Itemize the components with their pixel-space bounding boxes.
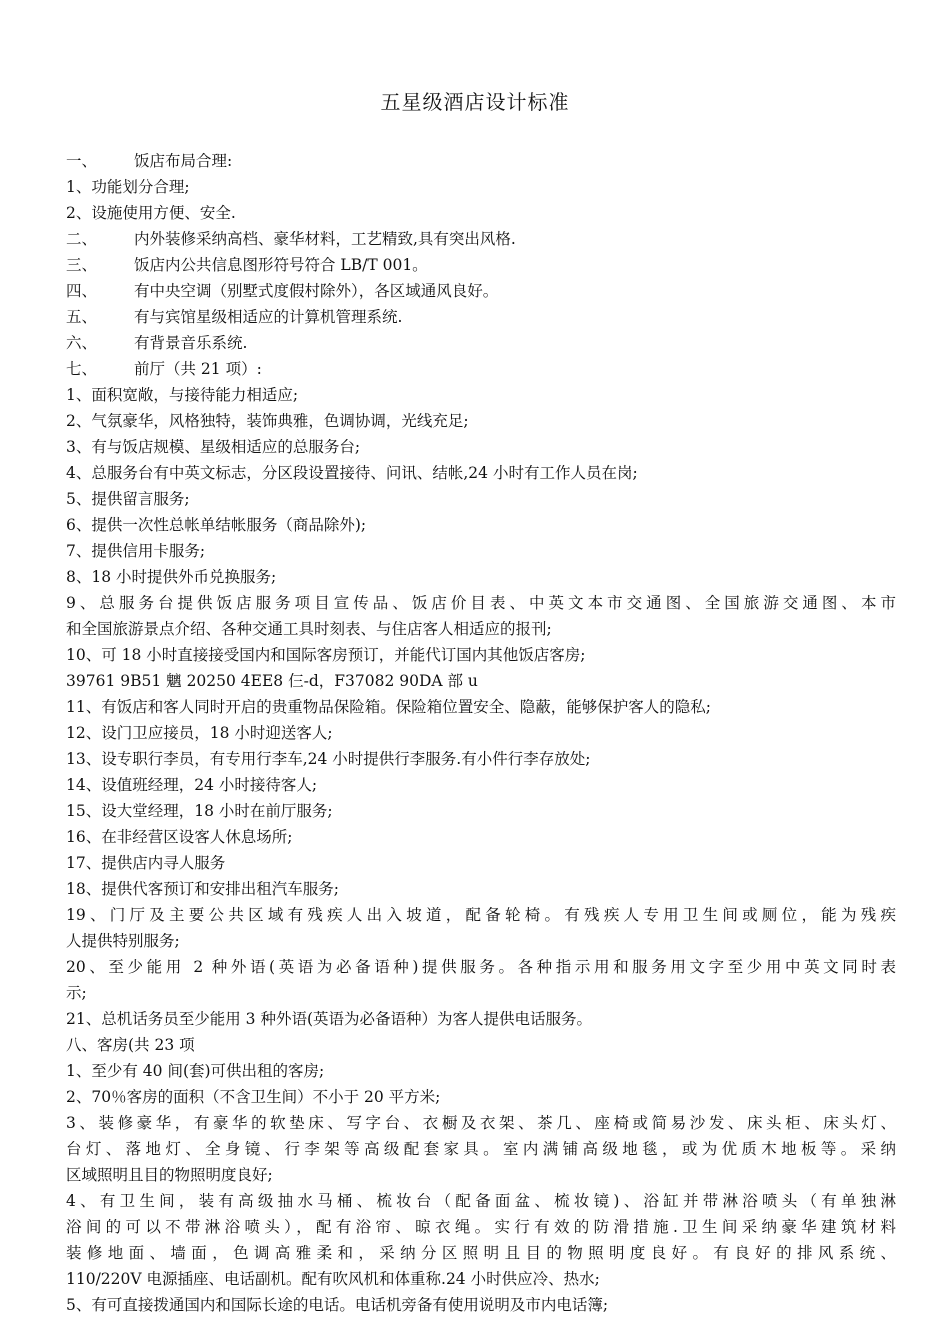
document-line (66, 1214, 896, 1240)
line-text: 八、客房(共 23 项 (66, 1036, 195, 1054)
line-text: 台灯、落地灯、全身镜、行李架等高级配套家具。室内满铺高级地毯，或为优质木地板等。采纳 (66, 1140, 896, 1158)
line-text: 20、至少能用 2 种外语(英语为必备语种)提供服务。各种指示用和服务用文字至少用中英文同时表 (66, 958, 896, 976)
line-text: 内外装修采纳高档、豪华材料，工艺精致,具有突出风格. (134, 230, 516, 248)
document-line (66, 278, 896, 304)
document-line (66, 824, 896, 850)
document-line (66, 564, 896, 590)
line-text: 10、可 18 小时直接接受国内和国际客房预订，并能代订国内其他饭店客房; (66, 646, 586, 664)
document-line (66, 850, 896, 876)
document-line (66, 226, 896, 252)
document-line (66, 954, 896, 980)
document-line (66, 720, 896, 746)
line-text: 示; (66, 984, 87, 1002)
section-number: 六、 (66, 334, 98, 352)
document-line (66, 1162, 896, 1188)
document-line (66, 1240, 896, 1266)
document-line (66, 642, 896, 668)
line-text: 有背景音乐系统. (134, 334, 248, 352)
document-line (66, 174, 896, 200)
line-text: 6、提供一次性总帐单结帐服务（商品除外); (66, 516, 367, 534)
line-text: 8、18 小时提供外币兑换服务; (66, 568, 277, 586)
line-text: 5、提供留言服务; (66, 490, 190, 508)
document-body (66, 148, 896, 1318)
document-line (66, 512, 896, 538)
section-number: 二、 (66, 230, 98, 248)
line-text: 3、有与饭店规模、星级相适应的总服务台; (66, 438, 361, 456)
document-line (66, 460, 896, 486)
line-text: 16、在非经营区设客人休息场所; (66, 828, 293, 846)
document-line (66, 590, 896, 616)
line-text: 110/220V 电源插座、电话副机。配有吹风机和体重称.24 小时供应冷、热水; (66, 1270, 600, 1288)
line-text: 4、总服务台有中英文标志，分区段设置接待、问讯、结帐,24 小时有工作人员在岗; (66, 464, 638, 482)
document-line (66, 1110, 896, 1136)
document-line (66, 252, 896, 278)
line-text: 区域照明且目的物照明度良好; (66, 1166, 273, 1184)
document-line (66, 1188, 896, 1214)
line-text: 18、提供代客预订和安排出租汽车服务; (66, 880, 339, 898)
line-text: 3、装修豪华，有豪华的软垫床、写字台、衣橱及衣架、茶几、座椅或简易沙发、床头柜、床头灯、 (66, 1114, 896, 1132)
section-number: 五、 (66, 308, 98, 326)
document-line (66, 356, 896, 382)
line-text: 人提供特别服务; (66, 932, 180, 950)
line-text: 1、功能划分合理; (66, 178, 190, 196)
line-text: 和全国旅游景点介绍、各种交通工具时刻表、与住店客人相适应的报刊; (66, 620, 552, 638)
section-number: 七、 (66, 360, 98, 378)
document-line (66, 538, 896, 564)
line-text: 有中央空调（别墅式度假村除外），各区域通风良好。 (134, 282, 499, 300)
line-text: 17、提供店内寻人服务 (66, 854, 226, 872)
line-text: 装修地面、墙面，色调高雅柔和，采纳分区照明且目的物照明度良好。有良好的排风系统、 (66, 1244, 896, 1262)
document-line (66, 434, 896, 460)
document-line (66, 1292, 896, 1318)
line-text: 浴间的可以不带淋浴喷头），配有浴帘、晾衣绳。实行有效的防滑措施.卫生间采纳豪华建筑材料 (66, 1218, 896, 1236)
document-line (66, 1006, 896, 1032)
line-text: 9、总服务台提供饭店服务项目宣传品、饭店价目表、中英文本市交通图、全国旅游交通图、本市 (66, 594, 896, 612)
document-line (66, 148, 896, 174)
document-line (66, 668, 896, 694)
line-text: 前厅（共 21 项）: (134, 360, 262, 378)
line-text: 12、设门卫应接员，18 小时迎送客人; (66, 724, 333, 742)
document-line (66, 694, 896, 720)
document-line (66, 980, 896, 1006)
document-line (66, 382, 896, 408)
document-line (66, 746, 896, 772)
line-text: 2、气氛豪华，风格独特，装饰典雅，色调协调，光线充足; (66, 412, 469, 430)
document-line (66, 798, 896, 824)
line-text: 39761 9B51 魑 20250 4EE8 仨-d，F37082 90DA 部 u (66, 672, 478, 690)
line-text: 21、总机话务员至少能用 3 种外语(英语为必备语种）为客人提供电话服务。 (66, 1010, 592, 1028)
line-text: 5、有可直接拨通国内和国际长途的电话。电话机旁备有使用说明及市内电话簿; (66, 1296, 609, 1314)
line-text: 饭店布局合理: (134, 152, 233, 170)
document-line (66, 200, 896, 226)
line-text: 15、设大堂经理，18 小时在前厅服务; (66, 802, 333, 820)
document-line (66, 1266, 896, 1292)
line-text: 4、有卫生间，装有高级抽水马桶、梳妆台（配备面盆、梳妆镜)、浴缸并带淋浴喷头（有单独淋 (66, 1192, 896, 1210)
document-title: 五星级酒店设计标准 (380, 90, 570, 114)
line-text: 13、设专职行李员，有专用行李车,24 小时提供行李服务.有小件行李存放处; (66, 750, 591, 768)
section-number: 四、 (66, 282, 98, 300)
document-line (66, 486, 896, 512)
line-text: 11、有饭店和客人同时开启的贵重物品保险箱。保险箱位置安全、隐蔽，能够保护客人的隐私; (66, 698, 711, 716)
line-text: 2、70％客房的面积（不含卫生间）不小于 20 平方米; (66, 1088, 441, 1106)
document-line (66, 1084, 896, 1110)
document-line (66, 1032, 896, 1058)
document-line (66, 876, 896, 902)
line-text: 2、设施使用方便、安全. (66, 204, 236, 222)
document-line (66, 1136, 896, 1162)
document-line (66, 902, 896, 928)
section-number: 一、 (66, 152, 98, 170)
line-text: 19、门厅及主要公共区域有残疾人出入坡道，配备轮椅。有残疾人专用卫生间或厕位，能为残疾 (66, 906, 896, 924)
section-number: 三、 (66, 256, 98, 274)
document-line (66, 1058, 896, 1084)
document-line (66, 408, 896, 434)
line-text: 1、面积宽敞，与接待能力相适应; (66, 386, 299, 404)
line-text: 1、至少有 40 间(套)可供出租的客房; (66, 1062, 325, 1080)
line-text: 7、提供信用卡服务; (66, 542, 206, 560)
line-text: 有与宾馆星级相适应的计算机管理系统. (134, 308, 403, 326)
document-line (66, 928, 896, 954)
document-line (66, 772, 896, 798)
line-text: 饭店内公共信息图形符号符合 LB/T 001。 (134, 256, 428, 274)
document-line (66, 616, 896, 642)
line-text: 14、设值班经理，24 小时接待客人; (66, 776, 318, 794)
document-line (66, 304, 896, 330)
document-line (66, 330, 896, 356)
